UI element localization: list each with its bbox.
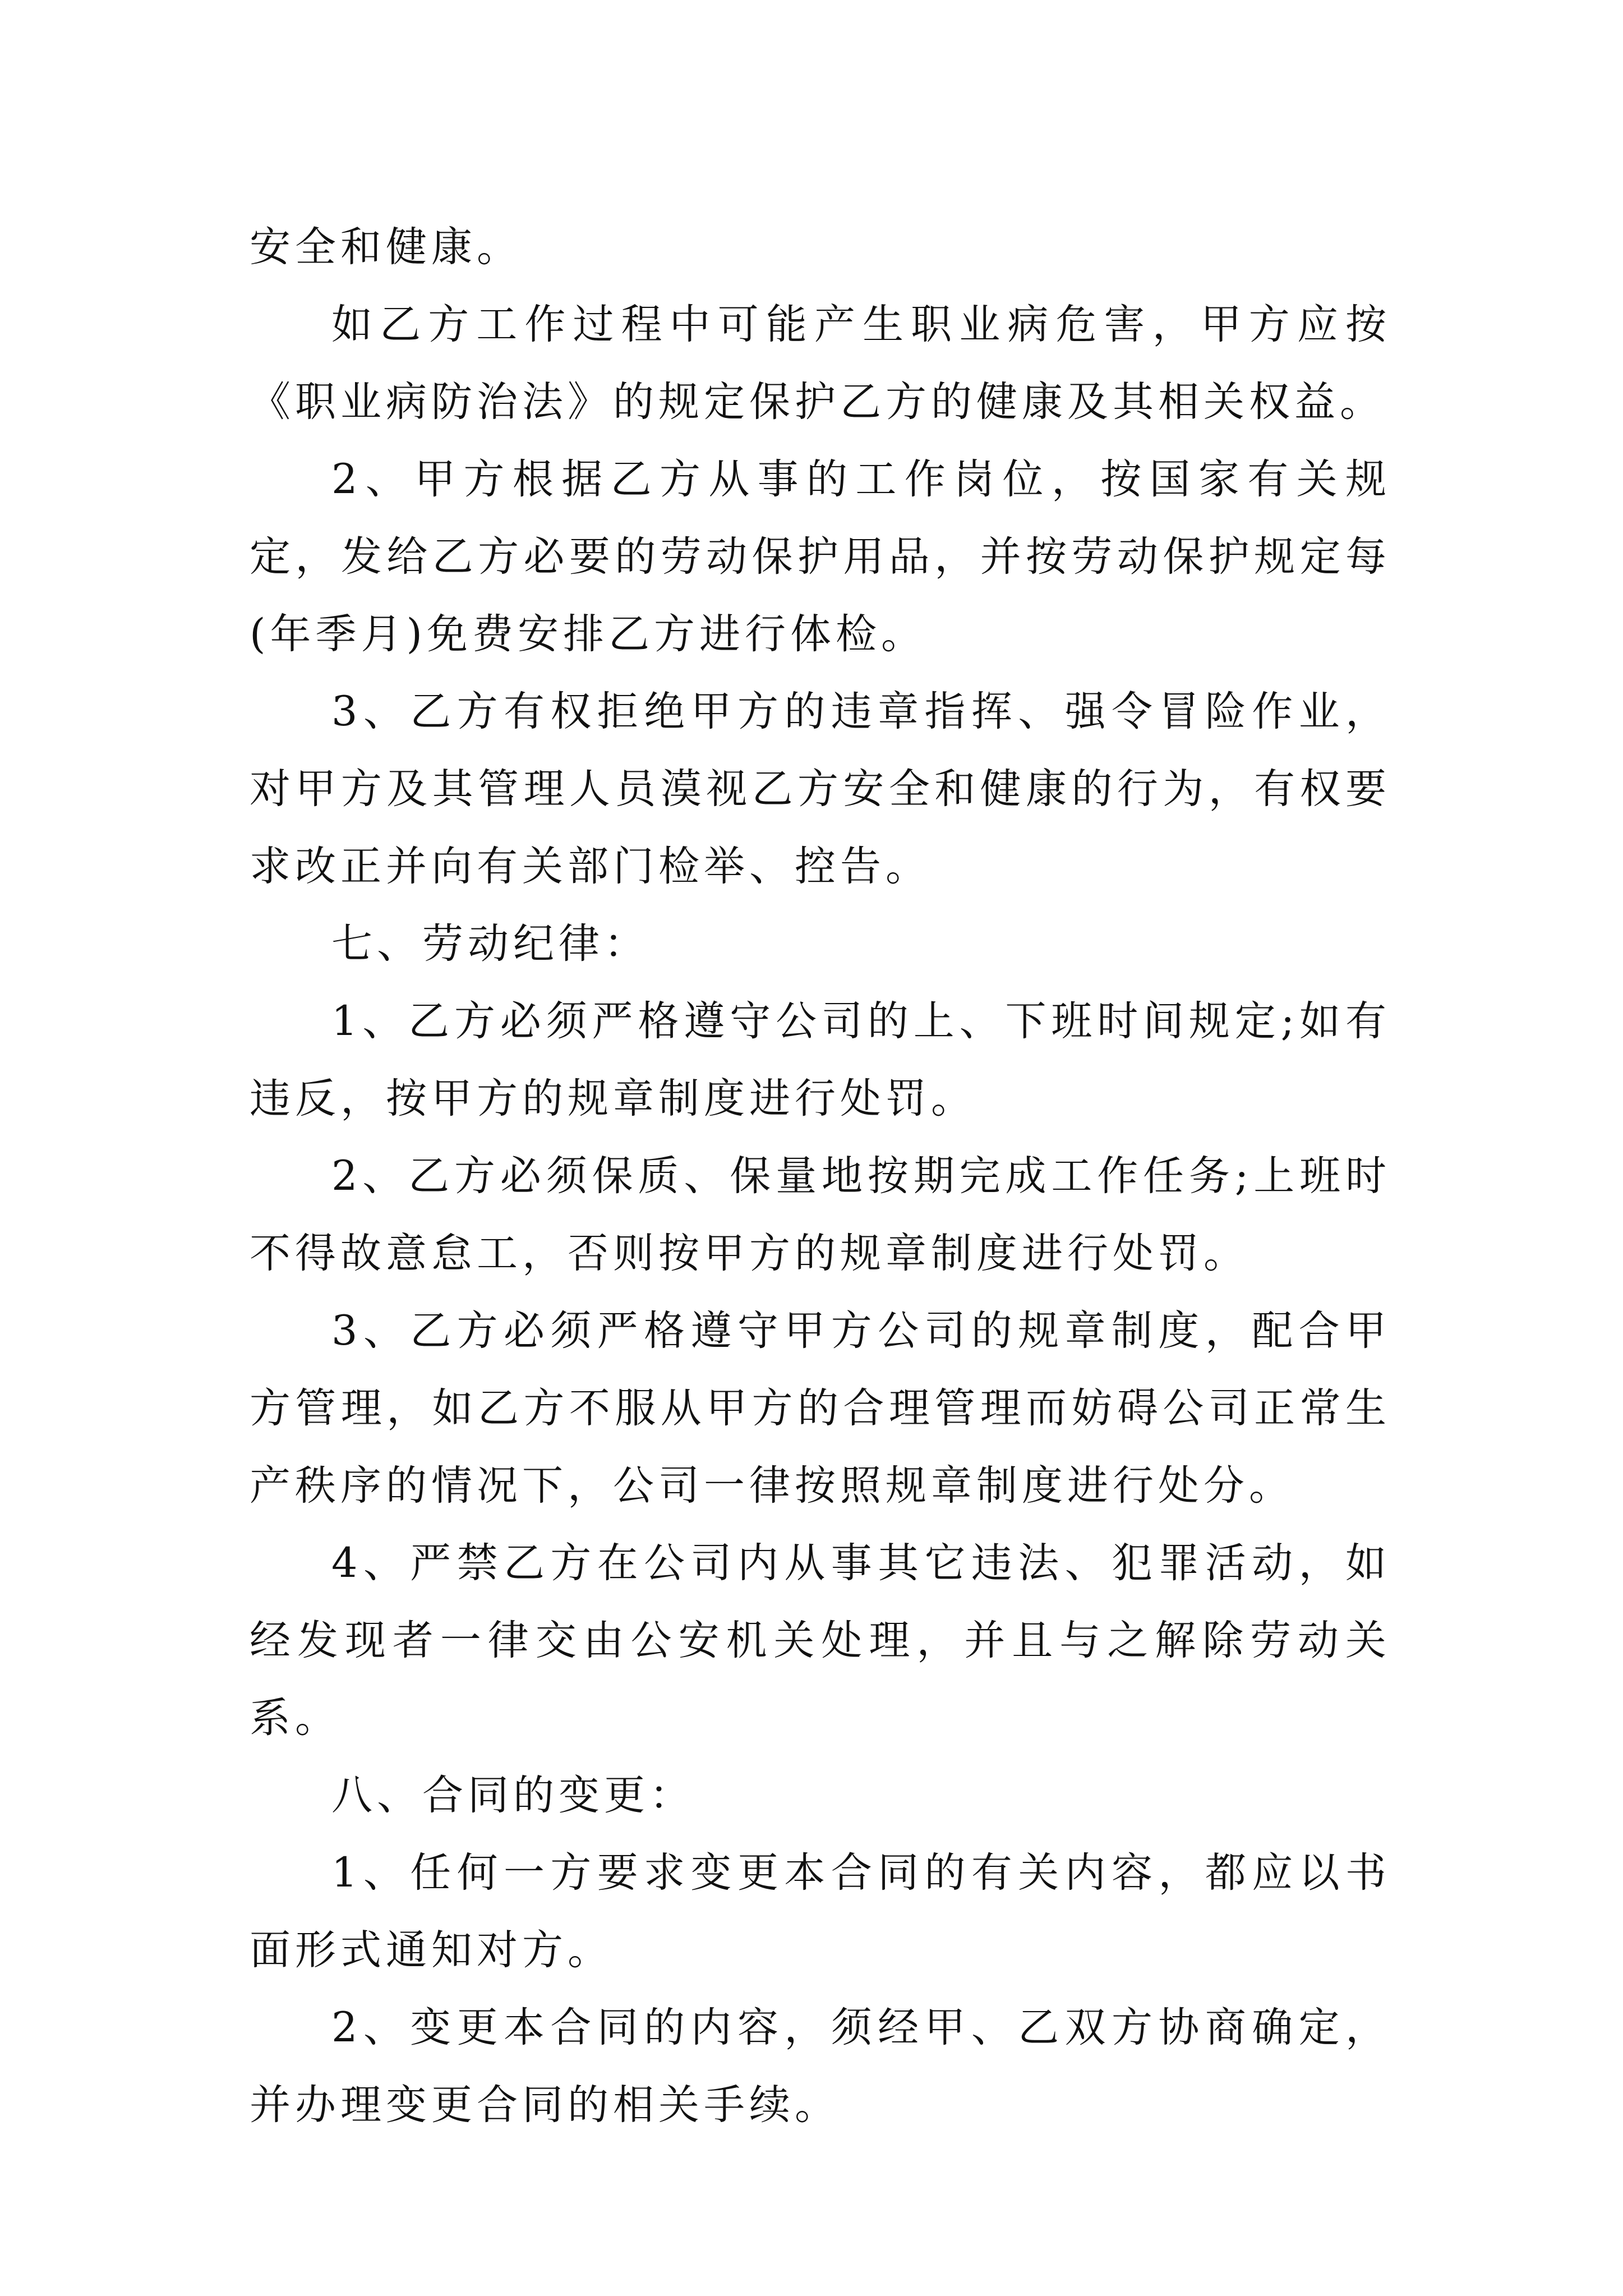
- paragraph-working-hours: 1、乙方必须严格遵守公司的上、下班时间规定;如有违反，按甲方的规章制度进行处罚。: [250, 997, 1391, 1122]
- section-heading-labor-discipline: 七、劳动纪律：: [331, 920, 649, 968]
- section-heading-contract-change: 八、合同的变更：: [331, 1772, 695, 1819]
- paragraph-company-rules: 3、乙方必须严格遵守甲方公司的规章制度，配合甲方管理，如乙方不服从甲方的合理管理而妨碍公司正常生产秩序的情况下，公司一律按照规章制度进行处分。: [250, 1307, 1391, 1510]
- paragraph-written-notice: 1、任何一方要求变更本合同的有关内容，都应以书面形式通知对方。: [250, 1849, 1391, 1974]
- paragraph-change-procedure: 2、变更本合同的内容，须经甲、乙双方协商确定，并办理变更合同的相关手续。: [250, 2004, 1391, 2129]
- paragraph-illegal-activities: 4、严禁乙方在公司内从事其它违法、犯罪活动，如经发现者一律交由公安机关处理，并且与之解除劳动关系。: [250, 1539, 1391, 1742]
- paragraph-refuse-violations: 3、乙方有权拒绝甲方的违章指挥、强令冒险作业，对甲方及其管理人员漠视乙方安全和健康的行为，有权要求改正并向有关部门检举、控告。: [250, 688, 1391, 890]
- paragraph-occupational-disease: 如乙方工作过程中可能产生职业病危害，甲方应按《职业病防治法》的规定保护乙方的健康及其相关权益。: [250, 301, 1391, 426]
- paragraph-work-tasks: 2、乙方必须保质、保量地按期完成工作任务;上班时不得故意怠工，否则按甲方的规章制度进行处罚。: [250, 1152, 1391, 1277]
- paragraph-continuation: 安全和健康。: [250, 223, 522, 271]
- paragraph-protective-equipment: 2、甲方根据乙方从事的工作岗位，按国家有关规定，发给乙方必要的劳动保护用品，并按劳动保护规定每(年季月)免费安排乙方进行体检。: [250, 455, 1391, 658]
- document-body: [250, 209, 1391, 2144]
